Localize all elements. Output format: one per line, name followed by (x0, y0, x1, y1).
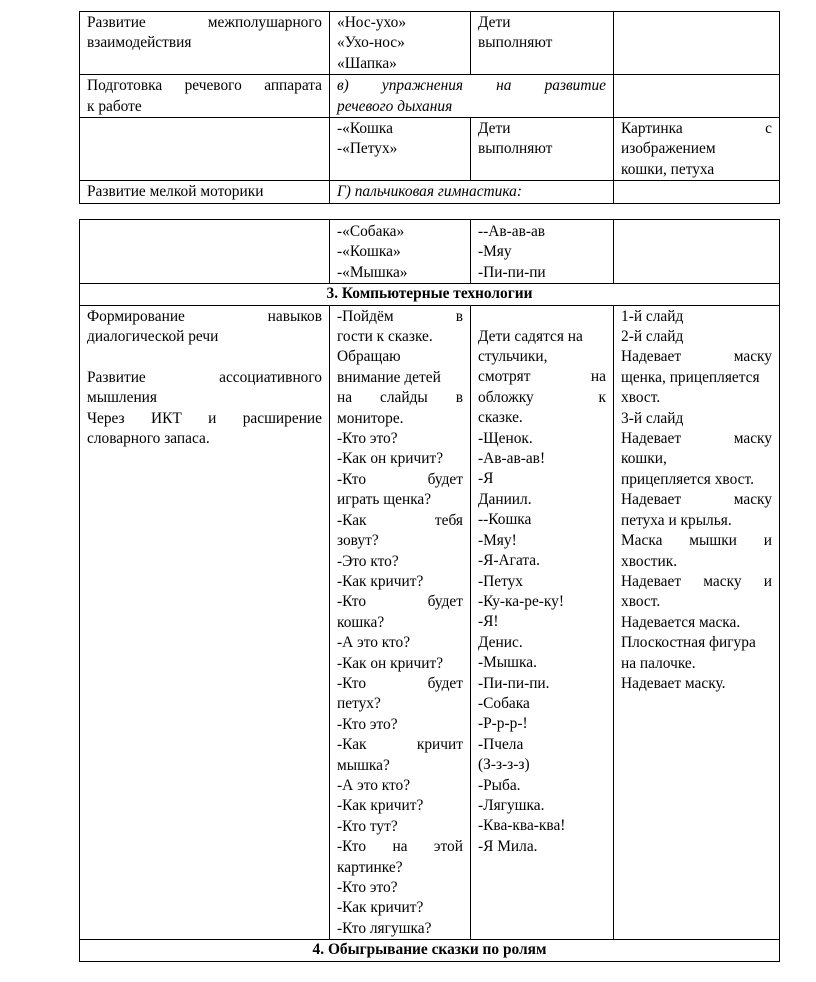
text-line: -Пойдём в (337, 307, 463, 325)
text-line: 3-й слайд (621, 409, 684, 427)
text-line: -«Мышка» (337, 263, 408, 281)
text-line: «Нос-ухо» (337, 14, 407, 31)
text-line: кошки, петуха (621, 160, 715, 178)
text-line: Денис. (478, 633, 523, 651)
cell-content (330, 181, 614, 203)
text-line: -Как кричит (337, 736, 463, 754)
text-line: 2-й слайд (621, 328, 684, 346)
cell-activity (80, 181, 330, 203)
text-line: Маска мышки и (621, 532, 772, 550)
table-row (80, 305, 780, 940)
text-line: Развитие межполушарного (87, 14, 322, 31)
section-heading: 4. Обыгрывание сказки по ролям (80, 940, 780, 961)
cell-notes (614, 118, 780, 181)
text-line: -Кто будет (337, 593, 463, 611)
text-line: -Я-Агата. (478, 552, 540, 570)
text-line: -Я (478, 470, 494, 488)
text-line: сказке. (478, 409, 523, 427)
text-line: -Петух (478, 572, 523, 590)
text-line: -Пи-пи-пи (478, 263, 546, 281)
text-line: -А это кто? (337, 634, 411, 652)
cell-notes (614, 220, 780, 284)
text-line: -Лягушка. (478, 796, 545, 814)
cell-notes (614, 181, 780, 203)
text-line: мониторе. (337, 409, 404, 427)
text-line: -Как он кричит? (337, 450, 444, 468)
text-line: Развитие ассоциативного (87, 368, 322, 386)
text-line: Надевается маска. (621, 613, 741, 631)
text-line: диалогической речи (87, 328, 219, 346)
cell-notes (614, 75, 780, 118)
text-line: речевого дыхания (337, 97, 453, 115)
text-line: Даниил. (478, 490, 532, 508)
text-line: петуха и крылья. (621, 511, 732, 529)
table-row (80, 118, 780, 181)
text-line: прицепляется хвост. (621, 470, 754, 488)
text-line: -Как кричит? (337, 572, 424, 590)
cell-children (471, 12, 614, 75)
cell-children (471, 118, 614, 181)
text-line: -Кто будет (337, 674, 463, 692)
text-line: к работе (87, 97, 142, 115)
text-line: 1-й слайд (621, 307, 684, 325)
text-line: на слайды в (337, 389, 463, 407)
text-line: выполняют (478, 140, 553, 158)
text-line: картинке? (337, 858, 403, 876)
cell-content (330, 305, 471, 940)
text-line: Формирование навыков (87, 307, 322, 325)
text-line: зовут? (337, 532, 379, 550)
text-line: Надевает маску и (621, 572, 772, 590)
text-line: -«Кошка (337, 120, 393, 138)
text-line: -Кто будет (337, 470, 463, 488)
text-line: взаимодействия (87, 34, 192, 52)
text-line: -«Петух» (337, 140, 398, 158)
cell-activity (80, 12, 330, 75)
cell-content (330, 118, 471, 181)
text-line: -Мяу! (478, 531, 517, 549)
text-line: смотрят на (478, 368, 606, 386)
lesson-table-top (79, 11, 780, 204)
text-line: --Кошка (478, 511, 532, 529)
text-line: -Щенок. (478, 429, 533, 447)
text-line: кошка? (337, 613, 385, 631)
table-row (80, 75, 780, 118)
text-line: -Как он кричит? (337, 654, 444, 672)
text-line: -Рыба. (478, 776, 521, 794)
text-line: -Как кричит? (337, 797, 424, 815)
text-line: стульчики, (478, 348, 548, 366)
text-line: -Я! (478, 613, 499, 631)
text-line: --Ав-ав-ав (478, 223, 546, 240)
table-row (80, 220, 780, 284)
text-line: щенка, прицепляется (621, 368, 760, 386)
text-line: петух? (337, 695, 381, 713)
text-line: хвост. (621, 389, 661, 407)
text-line: -Кто это? (337, 430, 398, 448)
text-line: -Как тебя (337, 511, 463, 529)
text-line: кошки, (621, 450, 667, 468)
text-line: в) упражнения на развитие (337, 77, 606, 95)
text-line: Развитие мелкой моторики (87, 183, 264, 201)
text-line: -А это кто? (337, 776, 411, 794)
cell-content (330, 12, 471, 75)
text-line: Надевает маску (621, 430, 772, 448)
text-line: -Ав-ав-ав! (478, 450, 546, 468)
text-line: -Кто это? (337, 715, 398, 733)
text-line: играть щенка? (337, 491, 432, 509)
text-line: Дети садятся на (478, 327, 583, 345)
cell-notes (614, 305, 780, 940)
text-line: Надевает маску. (621, 674, 726, 692)
text-line: Дети (478, 14, 511, 31)
text-line: гости к сказке. (337, 328, 433, 346)
text-line: Надевает маску (621, 491, 772, 509)
text-line: изображением (621, 140, 716, 158)
text-line: -Ку-ка-ре-ку! (478, 592, 564, 610)
text-line: Обращаю (337, 348, 401, 366)
text-line: словарного запаса. (87, 430, 210, 448)
cell-content (330, 220, 471, 284)
cell-activity (80, 305, 330, 940)
cell-notes (614, 12, 780, 75)
text-line (87, 347, 322, 367)
text-line: Надевает маску (621, 348, 772, 366)
text-line: мышления (87, 389, 157, 407)
table-row (80, 12, 780, 75)
text-line: Картинка с (621, 120, 772, 138)
text-line: Через ИКТ и расширение (87, 409, 322, 427)
cell-content (330, 75, 614, 118)
text-line: -Это кто? (337, 552, 399, 570)
text-line: внимание детей (337, 368, 441, 386)
text-line: -Пи-пи-пи. (478, 674, 550, 692)
text-line: -Р-р-р-! (478, 715, 528, 733)
text-line: -«Кошка» (337, 243, 401, 261)
text-line: -Мяу (478, 243, 512, 261)
text-line: (З-з-з-з) (478, 756, 530, 774)
text-line: «Шапка» (337, 54, 397, 72)
text-line: -«Собака» (337, 223, 405, 240)
text-line: обложку к (478, 388, 606, 406)
section-heading: 3. Компьютерные технологии (80, 284, 780, 305)
lesson-table-bottom (79, 219, 780, 962)
cell-activity (80, 118, 330, 181)
cell-activity (80, 220, 330, 284)
text-line: хвостик. (621, 552, 678, 570)
text-line: -Ква-ква-ква! (478, 817, 566, 835)
text-line: Дети (478, 120, 511, 138)
cell-activity (80, 75, 330, 118)
text-line: хвост. (621, 593, 661, 611)
table-row (80, 181, 780, 203)
text-line: Плоскостная фигура (621, 634, 756, 652)
section-row (80, 940, 780, 961)
text-line: Г) пальчиковая гимнастика: (337, 183, 522, 201)
text-line: -Кто тут? (337, 817, 398, 835)
text-line: на палочке. (621, 654, 696, 672)
text-line: мышка? (337, 756, 390, 774)
text-line: -Пчела (478, 735, 524, 753)
cell-children (471, 305, 614, 940)
text-line: Подготовка речевого аппарата (87, 77, 322, 95)
text-line: -Мышка. (478, 654, 537, 672)
text-line: выполняют (478, 34, 553, 52)
text-line: -Я Мила. (478, 837, 538, 855)
cell-children (471, 220, 614, 284)
text-line: «Ухо-нос» (337, 34, 405, 52)
text-line: -Собака (478, 694, 530, 712)
text-line: -Кто на этой (337, 838, 463, 856)
text-line: -Как кричит? (337, 899, 424, 917)
text-line: -Кто лягушка? (337, 919, 432, 937)
text-line: -Кто это? (337, 879, 398, 896)
section-row (80, 284, 780, 305)
